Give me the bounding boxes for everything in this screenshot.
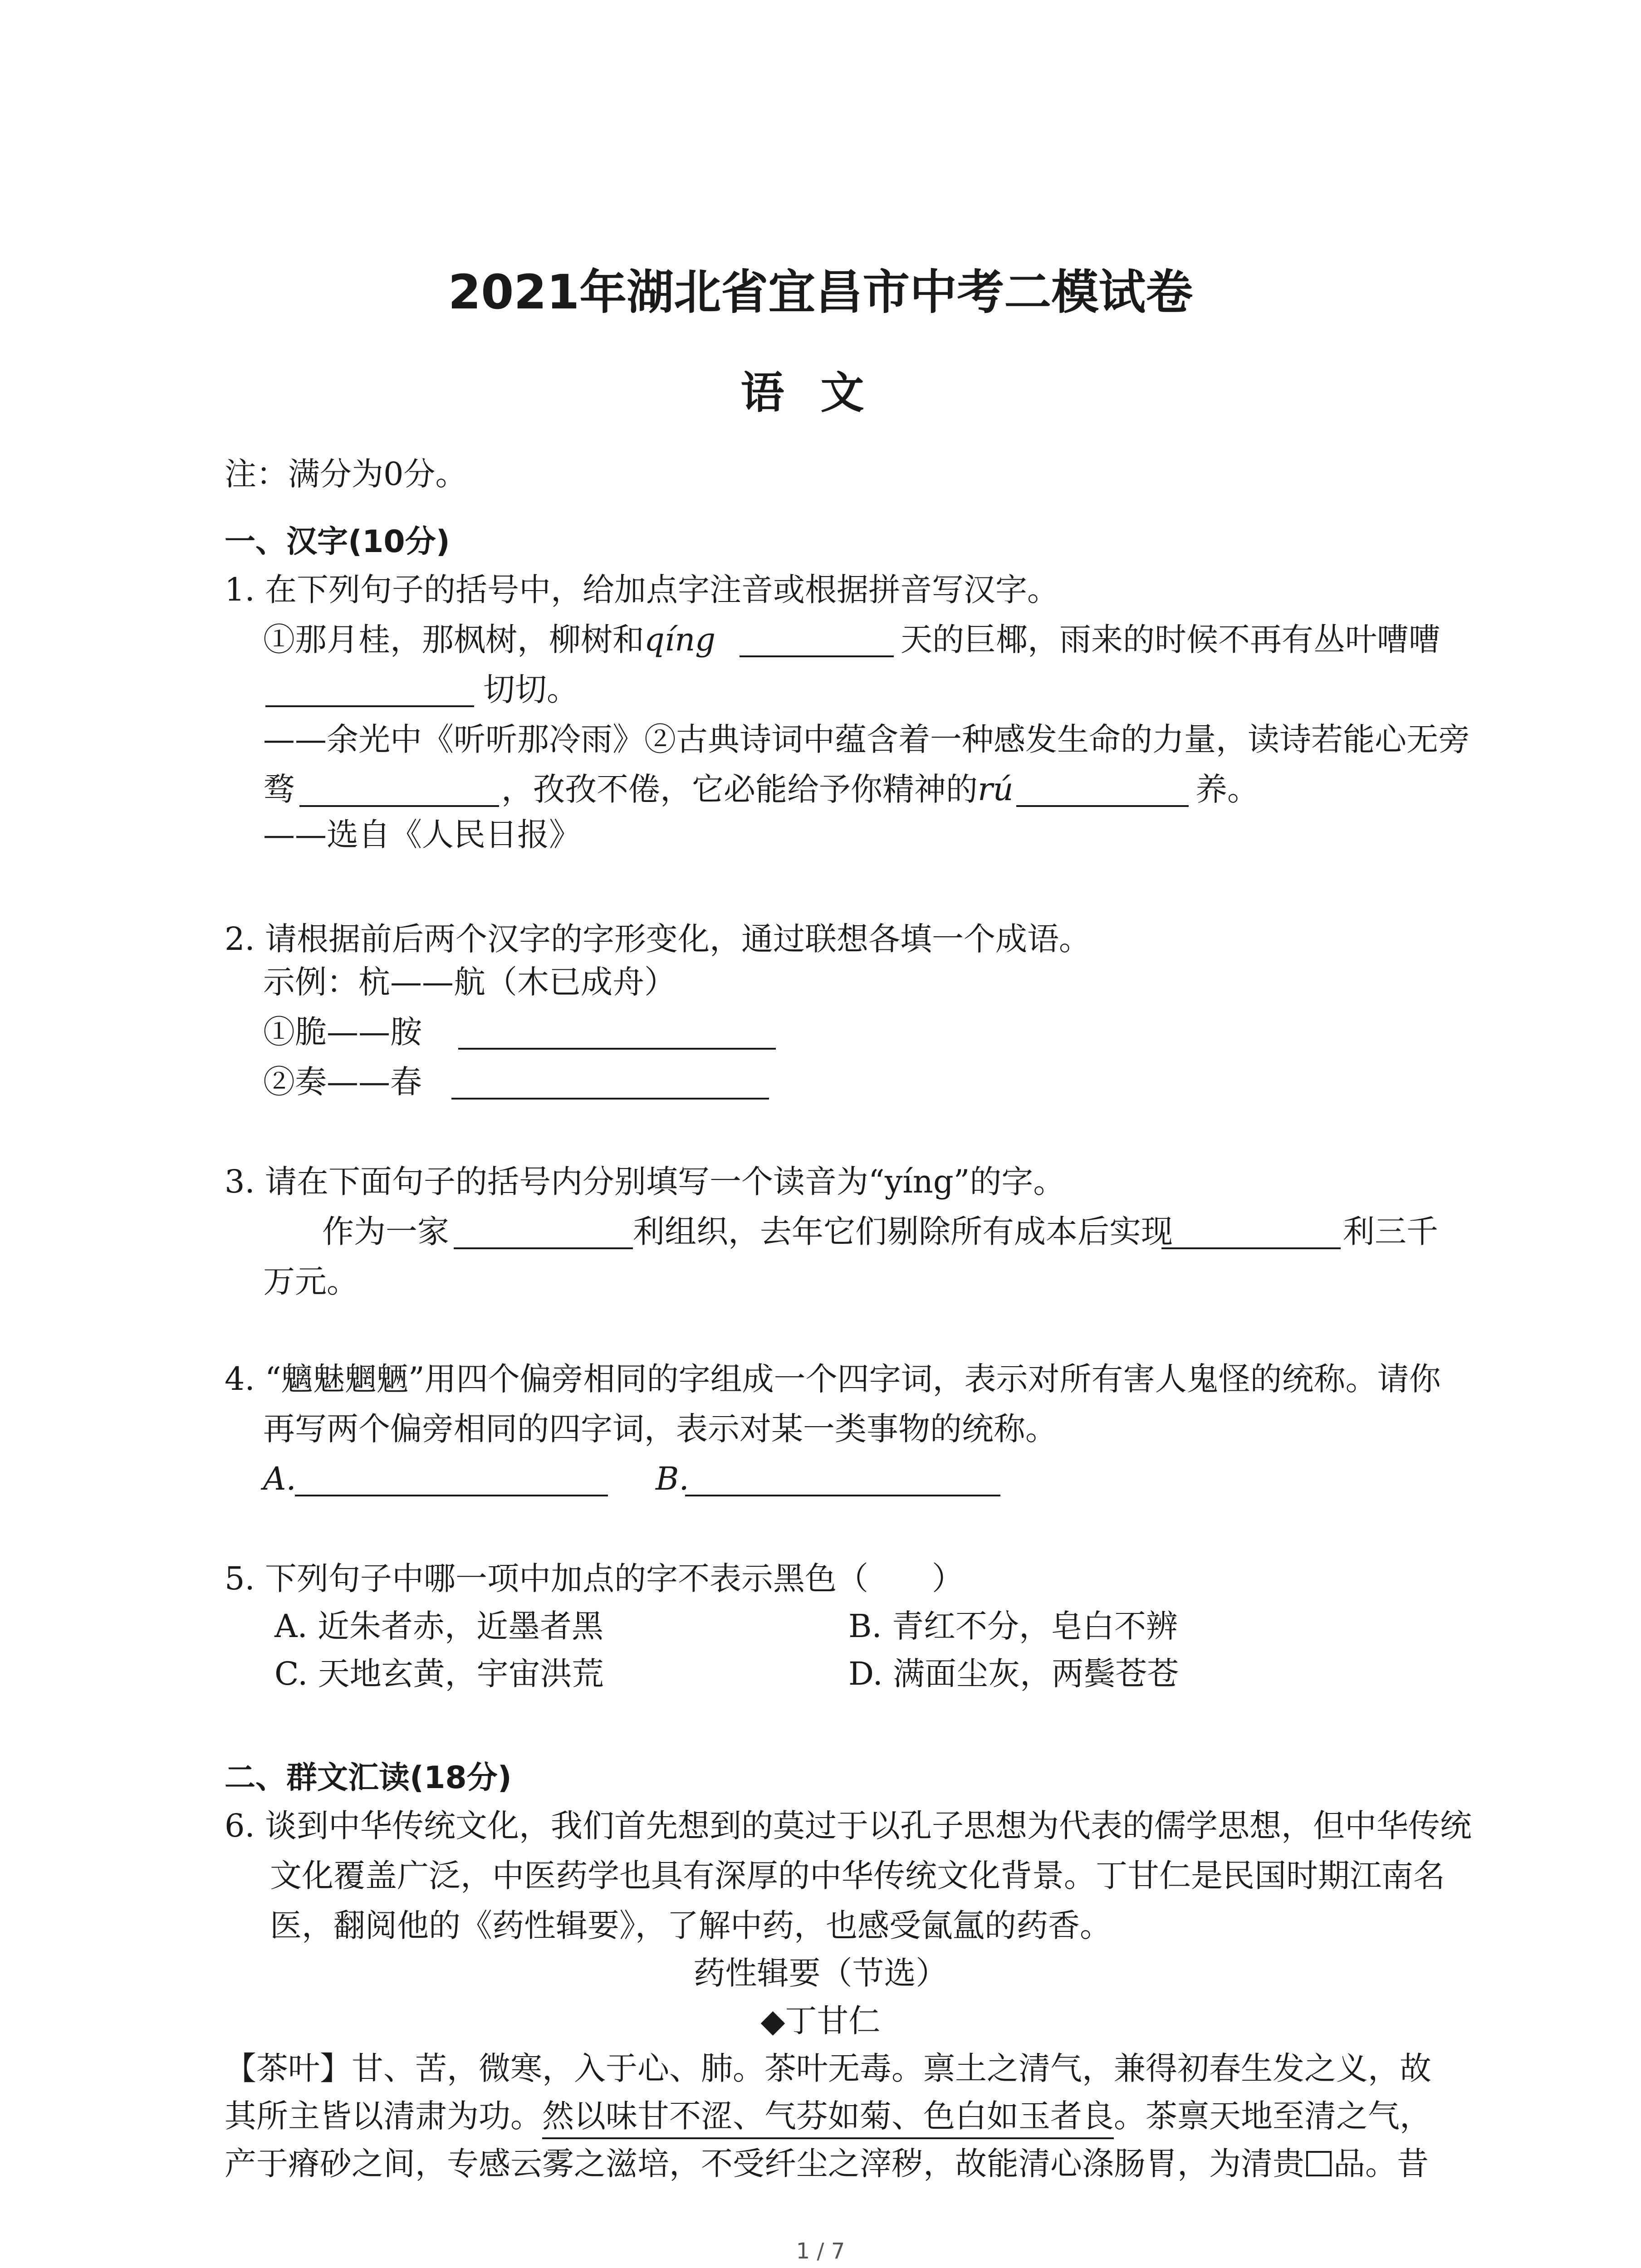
- q2-blank-2[interactable]: [451, 1098, 769, 1100]
- page-title: 2021年湖北省宜昌市中考二模试卷: [448, 264, 1193, 320]
- q1-line1-text-b: 天的巨椰，雨来的时候不再有丛叶嘈嘈: [901, 621, 1440, 658]
- q3-line2: 万元。: [263, 1263, 358, 1300]
- q1-pinyin-2: rú: [978, 771, 1014, 808]
- q1-blank-4[interactable]: [1016, 805, 1189, 807]
- passage-line3-b: 品。昔: [1333, 2145, 1429, 2182]
- section-heading-2: 二、群文汇读(18分): [225, 1760, 512, 1796]
- q1-line3: ——余光中《听听那冷雨》②古典诗词中蕴含着一种感发生命的力量，读诗若能心无旁: [263, 721, 1470, 758]
- question-2-stem: 2. 请根据前后两个汉字的字形变化，通过联想各填一个成语。: [225, 920, 1091, 958]
- q1-line2: 切切。: [483, 671, 578, 708]
- question-6-line2: 文化覆盖广泛，中医药学也具有深厚的中华传统文化背景。丁甘仁是民国时期江南名: [270, 1857, 1445, 1894]
- q1-blank-1[interactable]: [740, 655, 894, 657]
- question-4-line2: 再写两个偏旁相同的四字词，表示对某一类事物的统称。: [263, 1410, 1057, 1447]
- q3-text-b: 利组织，去年它们剔除所有成本后实现: [633, 1213, 1173, 1250]
- q1-blank-2[interactable]: [265, 705, 474, 707]
- q4-label-a: A.: [263, 1460, 296, 1497]
- q1-line1-text-a: ①那月桂，那枫树，柳树和: [263, 621, 644, 658]
- question-6-line3: 医，翻阅他的《药性辑要》，了解中药，也感受氤氲的药香。: [270, 1907, 1112, 1944]
- q1-line4-text-b: [501, 771, 1014, 808]
- q1-line4-text-c: 养。: [1195, 771, 1259, 808]
- q3-text-c: 利三千: [1343, 1213, 1438, 1250]
- missing-char-box[interactable]: [1306, 2151, 1332, 2176]
- passage-line2-a: 其所主皆以清肃为功。: [225, 2097, 542, 2135]
- q2-blank-1[interactable]: [458, 1048, 776, 1050]
- question-6-line1: 6. 谈到中华传统文化，我们首先想到的莫过于以孔子思想为代表的儒学思想，但中华传统: [225, 1807, 1472, 1844]
- q5-option-a[interactable]: A. 近朱者赤，近墨者黑: [274, 1608, 604, 1645]
- passage-title: 药性辑要（节选）: [693, 1955, 948, 1992]
- passage-underlined-sentence: 然以味甘不涩、气芬如菊、色白如玉者良: [542, 2097, 1114, 2139]
- question-5-stem: 5. 下列句子中哪一项中加点的字不表示黑色（ ）: [225, 1560, 964, 1597]
- q1-line1: [263, 621, 716, 658]
- passage-author: ◆丁甘仁: [760, 2002, 881, 2039]
- q3-blank-1[interactable]: [454, 1247, 633, 1249]
- passage-line2: [225, 2097, 1431, 2135]
- passage-line3: [225, 2145, 1429, 2182]
- q3-blank-2[interactable]: [1161, 1247, 1341, 1249]
- q1-blank-3[interactable]: [299, 805, 499, 807]
- q2-item-2: ②奏——春: [263, 1063, 422, 1100]
- score-note: 注：满分为0分。: [225, 455, 467, 493]
- q1-pinyin-1: qíng: [644, 621, 716, 658]
- section-heading-1: 一、汉字(10分): [225, 524, 450, 560]
- q2-example: 示例：杭——航（木已成舟）: [263, 963, 676, 1001]
- q3-text-a: 作为一家: [322, 1213, 449, 1250]
- passage-line3-a: 产于瘠砂之间，专感云雾之滋培，不受纤尘之滓秽，故能清心涤肠胃，为清贵: [225, 2145, 1304, 2182]
- q4-blank-b[interactable]: [685, 1495, 1000, 1496]
- q5-option-d[interactable]: D. 满面尘灰，两鬓苍苍: [848, 1655, 1179, 1692]
- q2-item-1: ①脆——胺: [263, 1013, 422, 1051]
- question-3-stem: 3. 请在下面句子的括号内分别填写一个读音为“yíng”的字。: [225, 1163, 1065, 1200]
- q5-option-b[interactable]: B. 青红不分，皂白不辨: [848, 1608, 1178, 1645]
- q1-line4-text-a: 骛: [263, 771, 295, 808]
- q4-label-b: B.: [656, 1460, 689, 1497]
- q1-line4-text-b-part: ，孜孜不倦，它必能给予你精神的: [501, 771, 978, 808]
- passage-line2-b: 。茶禀天地至清之气，: [1114, 2097, 1431, 2135]
- question-1-stem: 1. 在下列句子的括号中，给加点字注音或根据拼音写汉字。: [225, 571, 1059, 608]
- subject-title: 语文: [740, 367, 901, 418]
- q5-option-c[interactable]: C. 天地玄黄，宇宙洪荒: [274, 1655, 604, 1692]
- q1-line5: ——选自《人民日报》: [263, 816, 581, 853]
- question-4-line1: 4. “魑魅魍魉”用四个偏旁相同的字组成一个四字词，表示对所有害人鬼怪的统称。请你: [225, 1360, 1441, 1398]
- q4-blank-a[interactable]: [295, 1495, 608, 1496]
- page-number: 1 / 7: [796, 2239, 845, 2264]
- passage-line1: 【茶叶】甘、苦，微寒，入于心、肺。茶叶无毒。禀土之清气，兼得初春生发之义，故: [225, 2050, 1431, 2087]
